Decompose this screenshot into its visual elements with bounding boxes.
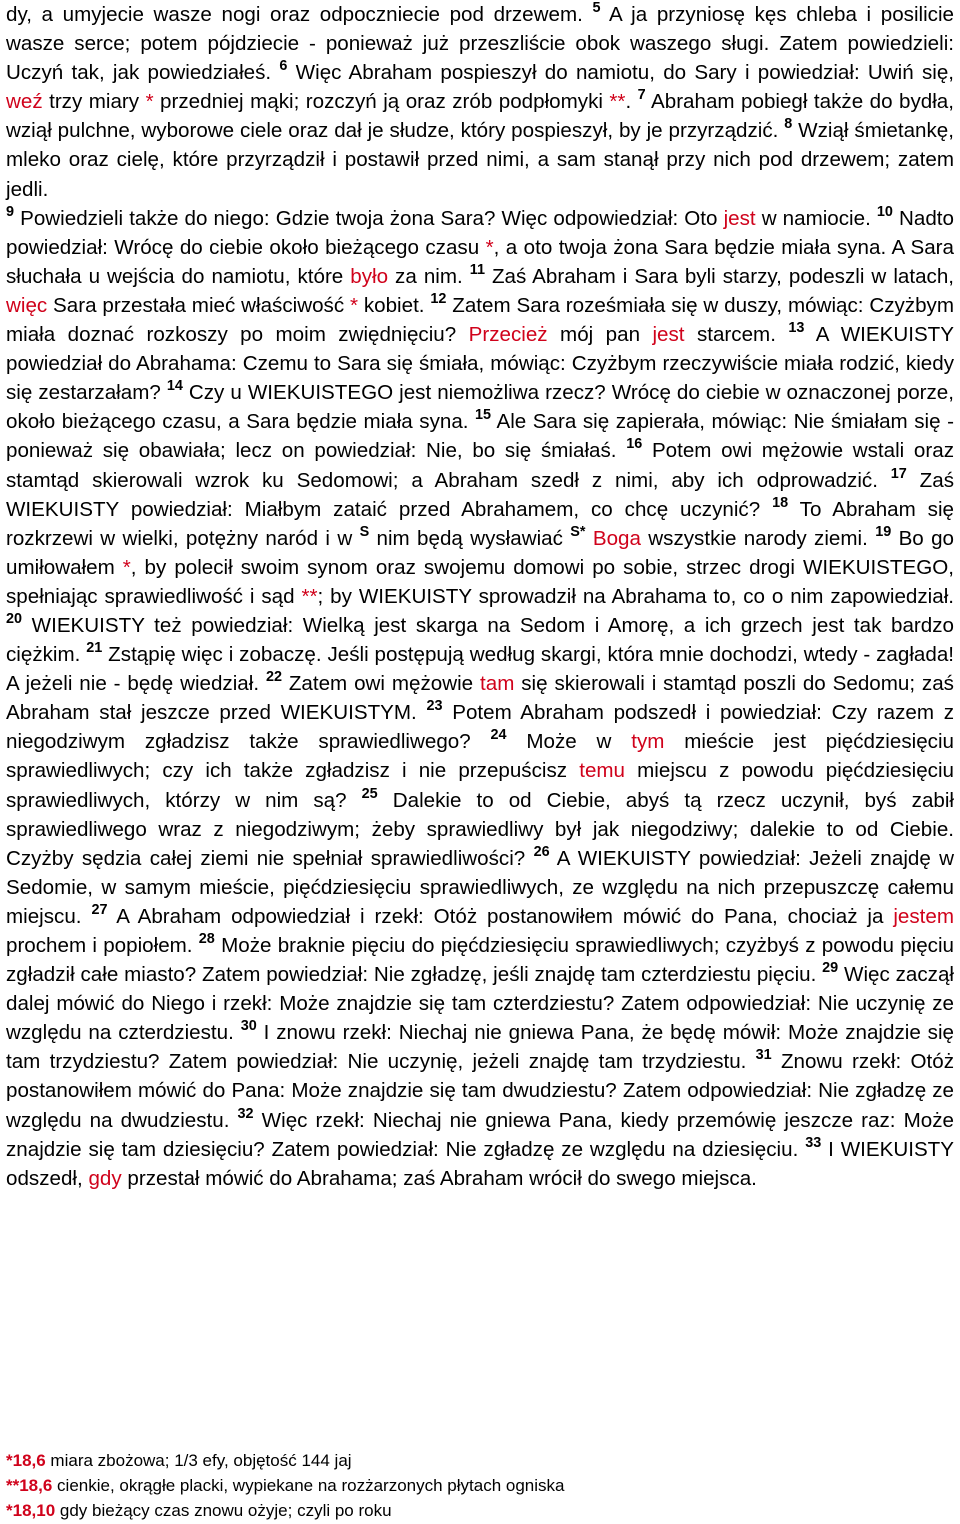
text-run: Nadto powiedział: Wrócę do ciebie około bieżącego czasu — [6, 206, 954, 259]
text-run: trzy miary — [42, 90, 146, 114]
text-run: Więc Abraham pospieszył do namiotu, do Sary i powiedział: Uwiń się, — [287, 61, 954, 85]
text-run: ; by WIEKUISTY sprowadził na Abrahama to, co o nim zapowiedział. — [317, 584, 954, 608]
supplied-word: więc — [6, 293, 48, 317]
text-run: Abraham pobiegł także do bydła, wziął pulchne, wyborowe ciele oraz dał je słudze, który pospieszył, by je przyrządzić. — [6, 90, 954, 143]
supplied-word: * — [349, 293, 358, 317]
text-run: WIEKUISTY też powiedział: Wielką jest skarga na Sedom i Amorę, a ich grzech jest tak bardzo ciężkim. — [6, 613, 954, 667]
verse-number: 25 — [361, 785, 378, 802]
text-run: Zatem owi mężowie — [281, 672, 481, 696]
text-run: za nim. — [388, 264, 470, 288]
verse-number: 28 — [198, 931, 215, 948]
verse-number: 8 — [784, 116, 793, 133]
paragraph — [6, 204, 954, 1193]
text-run: Zstąpię więc i zobaczę. Jeśli postępują według skargi, która mnie dochodzi, wtedy - zagłada! A jeżeli nie - będę wiedział. — [6, 643, 954, 696]
footnotes — [6, 1448, 954, 1524]
text-run: cie pod drzewem. — [413, 3, 593, 26]
verse-number: S — [359, 523, 370, 540]
text-run: Więc rzekł: Niechaj nie gniewa Pana, kiedy przemówię jeszcze raz: Może znajdzie się tam dziesięciu? Zatem powiedział: Nie zgładzę ze względu na dziesięciu. — [6, 1108, 954, 1161]
text-run: prochem i popiołem. — [6, 934, 199, 957]
text-run: A WIEKUISTY powiedział do Abrahama: Czemu to Sara się śmiała, mówiąc: Czyżbym rzeczywiście miała rodzić, kiedy się zestarzałam? — [6, 323, 954, 405]
footnote-text: miara zbożowa; 1/3 efy, objętość 144 jaj — [45, 1451, 352, 1470]
text-run: Wziął śmietankę, mleko oraz cielę, które przyrządził i postawił przed nimi, a sam stanął przy nich pod drzewem; zatem jedli. — [6, 119, 954, 201]
text-run: A WIEKUISTY powiedział: Jeżeli znajdę w Sedomie, w samym mieście, pięćdziesięciu sprawiedliwych, ze względu na nich przepuszczę całemu miejscu. — [6, 846, 954, 928]
text-run: mieście jest pięćdziesięciu sprawiedliwych; czy ich także zgładzisz i nie przepuścisz — [6, 730, 954, 783]
verse-number: 26 — [533, 843, 550, 860]
text-run: przedniej mąki; rozczyń ją oraz zrób podpłomyki — [153, 90, 610, 114]
verse-number: 17 — [890, 465, 907, 482]
footnote — [6, 1473, 954, 1498]
supplied-word: tym — [631, 730, 665, 754]
supplied-word: tam — [480, 672, 515, 696]
text-run: , a oto twoja żona Sara będzie miała syna. A Sara słuchała u wejścia do namiotu, które — [6, 235, 954, 288]
verse-number: 22 — [265, 669, 282, 686]
text-run: Zaś Abraham i Sara byli starzy, podeszli w latach, — [484, 264, 954, 288]
supplied-word: gdy — [88, 1166, 122, 1190]
supplied-word: ** — [301, 584, 318, 608]
text-run: . — [625, 90, 638, 114]
text-run — [585, 527, 592, 550]
verse-number: 9 — [6, 203, 15, 220]
text-run: Czy u WIEKUISTEGO jest niemożliwa rzecz? Wrócę do ciebie w oznaczonej porze, około bieżącego czasu, a Sara będzie miała syna. — [6, 381, 954, 434]
verse-number: 30 — [240, 1018, 257, 1035]
verse-number: 16 — [626, 436, 643, 453]
text-run: Dalekie to od Ciebie, abyś tą rzecz uczynił, byś zabił sprawiedliwego wraz z niegodziwym; żeby sprawiedliwy był jak niegodziwy; dalekie to od Ciebie. Czyżby sędzia całej ziemi nie spełniał sprawiedliwości? — [6, 788, 955, 870]
text-run: dy, a umyjecie wasze nogi oraz odpocznie — [6, 3, 414, 26]
verse-number: 6 — [279, 58, 288, 75]
footnote-text: cienkie, okrągłe placki, wypiekane na rozżarzonych płytach ogniska — [52, 1476, 565, 1496]
text-run: Zaś WIEKUISTY powiedział: Miałbym zataić przed Abrahamem, co chcę uczynić? — [6, 468, 954, 521]
text-run: To Abraham się rozkrzewi w wielki, potężny naród i w — [6, 497, 955, 550]
verse-number: S* — [570, 523, 586, 540]
text-run: mój pan — [547, 323, 653, 347]
text-run: I WIEKUISTY odszedł, — [6, 1137, 954, 1190]
footnote — [6, 1498, 954, 1523]
verse-number: 14 — [166, 378, 183, 395]
verse-number: 24 — [490, 727, 507, 744]
text-run: Powiedzieli także do niego: Gdzie twoja żona Sara? Więc odpowiedział: Oto — [14, 206, 724, 230]
text-run: nim będą wysławiać — [369, 526, 571, 550]
supplied-word: ** — [609, 90, 626, 114]
text-run: Ale Sara się zapierała, mówiąc: Nie śmiałam się - ponieważ się obawiała; lecz on powiedział: Nie, bo się śmiałaś. — [6, 410, 954, 463]
verse-number: 21 — [86, 640, 103, 657]
supplied-word: jestem — [893, 904, 954, 928]
text-run: Potem owi mężowie wstali oraz stamtąd skierowali wzrok ku Sedomowi; a Abraham szedł z nimi, aby ich odprowadzić. — [6, 439, 954, 492]
supplied-word: Przecież — [468, 323, 548, 347]
supplied-word: temu — [579, 759, 626, 783]
text-run: A ja przyniosę kęs chleba i posilicie wasze serce; potem pójdziecie - ponieważ już przeszliście obok waszego sługi. Zatem powiedzieli: Uczyń tak, jak powiedziałeś. — [6, 3, 954, 85]
text-run: Potem Abraham podszedł i powiedział: Czy razem z niegodziwym zgładzisz także sprawiedliwego? — [6, 701, 954, 754]
supplied-word: * — [122, 555, 131, 579]
text-run: kobiet. — [358, 293, 431, 317]
footnote — [6, 1448, 954, 1473]
text-run: starcem. — [684, 323, 789, 347]
verse-number: 23 — [426, 698, 443, 715]
verse-number: 31 — [755, 1047, 772, 1064]
text-run: I znowu rzekł: Niechaj nie gniewa Pana, że będę mówił: Może znajdzie się tam trzydziestu? Zatem powiedział: Nie uczynię, jeżeli znajdę tam trzydziestu. — [6, 1021, 954, 1074]
footnote-ref: *18,10 — [6, 1501, 56, 1521]
text-run: Znowu rzekł: Otóż postanowiłem mówić do Pana: Może znajdzie się tam dwudziestu? Zatem odpowiedział: Nie zgładzę ze względu na dwudziestu. — [6, 1050, 954, 1132]
verse-number: 5 — [592, 0, 601, 17]
footnote-text: gdy bieżący czas znowu ożyje; czyli po roku — [55, 1501, 392, 1521]
paragraph — [6, 0, 954, 204]
footnote-ref: **18,6 — [6, 1476, 53, 1496]
text-run: Sara przestała mieć właściwość — [47, 293, 350, 317]
verse-number: 32 — [237, 1105, 254, 1122]
supplied-word: * — [145, 90, 154, 114]
text-run: przestał mówić do Abrahama; zaś Abraham wrócił do swego miejsca. — [121, 1166, 757, 1190]
text-run: wszystkie narody ziemi. — [640, 526, 876, 550]
verse-number: 13 — [788, 320, 805, 337]
text-run: Może w — [506, 730, 632, 754]
verse-number: 15 — [475, 407, 492, 424]
verse-number: 29 — [822, 960, 839, 977]
text-run: A Abraham odpowiedział i rzekł: Otóż postanowiłem mówić do Pana, chociaż ja — [107, 904, 894, 928]
supplied-word: Boga — [592, 526, 641, 550]
text-run: Bo go umiłowałem — [6, 526, 955, 579]
verse-number: 27 — [91, 901, 108, 918]
text-run: miejscu z powodu pięćdziesięciu sprawiedliwych, którzy w nim są? — [6, 759, 955, 812]
text-run: , by polecił swoim synom oraz swojemu domowi po sobie, strzec drogi WIEKUISTEGO, spełniając sprawiedliwość i sąd — [6, 555, 954, 608]
verse-number: 18 — [772, 494, 789, 511]
verse-number: 7 — [637, 87, 646, 104]
text-run: Więc zaczął dalej mówić do Niego i rzekł: Może znajdzie się tam czterdziestu? Zatem odpowiedział: Nie uczynię ze względu na czterdziestu. — [6, 963, 954, 1045]
text-run: się skierowali i stamtąd poszli do Sedomu; zaś Abraham stał jeszcze przed WIEKUISTYM. — [6, 672, 954, 725]
supplied-word: jest — [723, 206, 756, 230]
text-run: w namiocie. — [755, 206, 877, 230]
verse-number: 11 — [469, 261, 485, 278]
verse-number: 10 — [876, 203, 893, 220]
supplied-word: weź — [6, 90, 43, 114]
text-run: Może braknie pięciu do pięćdziesięciu sprawiedliwych; czyżbyś z powodu pięciu zgładził całe miasto? Zatem powiedział: Nie zgładzę, jeśli znajdę tam czterdziestu pięciu. — [6, 934, 954, 987]
verse-number: 12 — [430, 291, 447, 307]
footnote-ref: *18,6 — [6, 1451, 46, 1470]
supplied-word: jest — [652, 323, 685, 347]
scripture-text — [6, 0, 954, 1193]
verse-number: 33 — [805, 1134, 822, 1151]
supplied-word: * — [485, 235, 494, 259]
supplied-word: było — [350, 264, 389, 288]
verse-number: 19 — [875, 523, 892, 540]
text-run: Zatem Sara roześmiała się w duszy, mówiąc: Czyżbym miała doznać rozkoszy po moim zwiędnięciu? — [6, 293, 955, 347]
verse-number: 20 — [6, 611, 23, 628]
